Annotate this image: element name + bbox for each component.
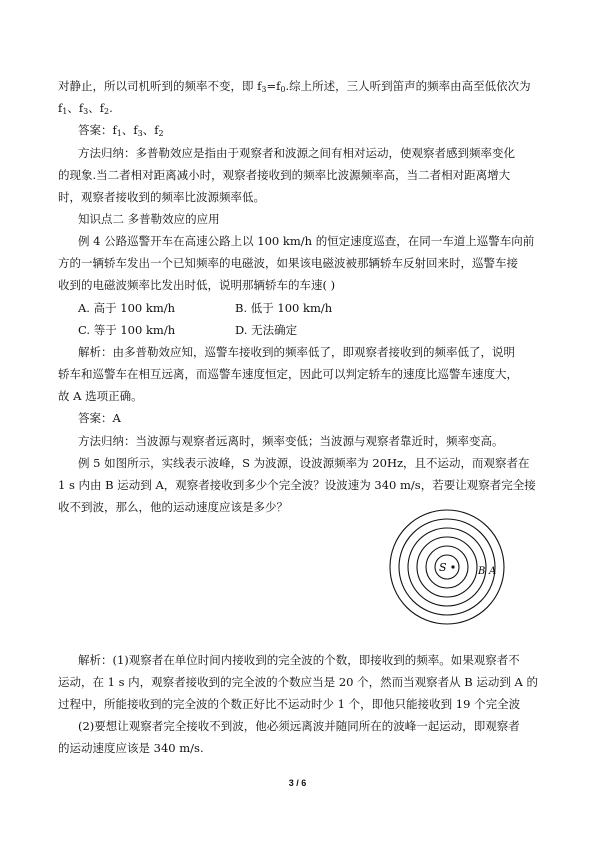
example-4-line-1: 例 4 公路巡警开车在高速公路上以 100 km/h 的恒定速度巡查，在同一车道上巡警车向前 — [78, 234, 535, 248]
subscript: 1 — [116, 129, 122, 138]
page-number: 3 / 6 — [288, 778, 307, 788]
text: 、f — [88, 101, 104, 115]
solution-5-line-5: 的运动速度应该是 340 m/s. — [58, 741, 204, 755]
para-continuation-line-2 — [58, 100, 113, 116]
solution-4-line-2: 轿车和巡警车在相互远离，而巡警车速度恒定，因此可以判定轿车的速度比巡警车速度大， — [58, 367, 518, 381]
text: 对静止，所以司机听到的频率不变，即 f — [58, 79, 262, 93]
option-a: A. 高于 100 km/h — [78, 301, 176, 315]
wave-crest-circle-3 — [408, 528, 486, 606]
subscript: 1 — [62, 107, 68, 116]
solution-5-line-4: (2)要想让观察者完全接收不到波，他必须远离波并随同所在的波峰一起运动，即观察者 — [78, 719, 520, 733]
para-continuation-line-1 — [58, 78, 531, 94]
label-b: B — [478, 566, 486, 577]
option-b: B. 低于 100 km/h — [235, 301, 333, 315]
subscript: 2 — [158, 129, 164, 138]
example-4-line-2: 方的一辆轿车发出一个已知频率的电磁波，如果该电磁波被那辆轿车反射回来时，巡警车接 — [58, 256, 518, 270]
text: =f — [266, 79, 281, 93]
method-summary-2: 方法归纳：当波源与观察者远离时，频率变低；当波源与观察者靠近时，频率变高。 — [78, 434, 504, 448]
section-title: 知识点二 多普勒效应的应用 — [78, 212, 220, 226]
text: 、f — [67, 101, 84, 115]
wave-circles-figure — [388, 508, 506, 626]
answer-1 — [78, 122, 164, 138]
text: 答案：f — [78, 123, 117, 137]
answer-4: 答案：A — [78, 411, 121, 425]
label-a: A — [489, 566, 497, 577]
solution-5-line-1: 解析：(1)观察者在单位时间内接收到的完全波的个数，即接收到的频率。如果观察者不 — [78, 653, 520, 667]
example-5-line-1: 例 5 如图所示，实线表示波峰，S 为波源，设波源频率为 20Hz，且不运动，而观察者在 — [78, 456, 530, 470]
option-c: C. 等于 100 km/h — [78, 323, 176, 337]
solution-5-line-2: 运动，在 1 s 内，观察者接收到的完全波的个数应当是 20 个，然而当观察者从 B 运动到 A 的 — [58, 675, 539, 689]
solution-5-line-3: 过程中，所能接收到的完全波的个数正好比不运动时少 1 个，即他只能接收到 19 个完全波 — [58, 697, 521, 711]
text: 、f — [142, 123, 159, 137]
example-5-line-2: 1 s 内由 B 运动到 A，观察者接收到多少个完全波？设波速为 340 m/s，若要让观察者完全接 — [58, 478, 536, 492]
method-summary-1-line-3: 时，观察者接收到的频率比波源频率低。 — [58, 190, 265, 204]
method-summary-1-line-1: 方法归纳：多普勒效应是指由于观察者和波源之间有相对运动，使观察者感到频率变化 — [78, 146, 515, 160]
solution-4-line-3: 故 A 选项正确。 — [58, 389, 143, 403]
label-s: S — [439, 561, 447, 574]
wave-crest-circle-1 — [390, 510, 504, 624]
method-summary-1-line-2: 的现象.当二者相对距离减小时，观察者接收到的频率比波源频率高，当二者相对距离增大 — [58, 168, 511, 182]
wave-crest-circle-5 — [426, 546, 468, 588]
option-d: D. 无法确定 — [235, 323, 298, 337]
text: f — [58, 101, 63, 115]
subscript: 3 — [261, 85, 267, 94]
example-5-line-3: 收不到波，那么，他的运动速度应该是多少？ — [58, 500, 288, 514]
subscript: 0 — [280, 85, 286, 94]
subscript: 3 — [83, 107, 89, 116]
source-dot — [451, 565, 454, 568]
text: 、f — [121, 123, 138, 137]
solution-4-line-1: 解析：由多普勒效应知，巡警车接收到的频率低了，即观察者接收到的频率低了，说明 — [78, 345, 515, 359]
example-4-line-3: 收到的电磁波频率比发出时低，说明那辆轿车的车速( ) — [58, 278, 336, 292]
subscript: 2 — [103, 107, 110, 116]
subscript: 3 — [137, 129, 143, 138]
text: .综上所述，三人听到笛声的频率由高至低依次为 — [285, 79, 531, 93]
text: . — [109, 101, 113, 115]
